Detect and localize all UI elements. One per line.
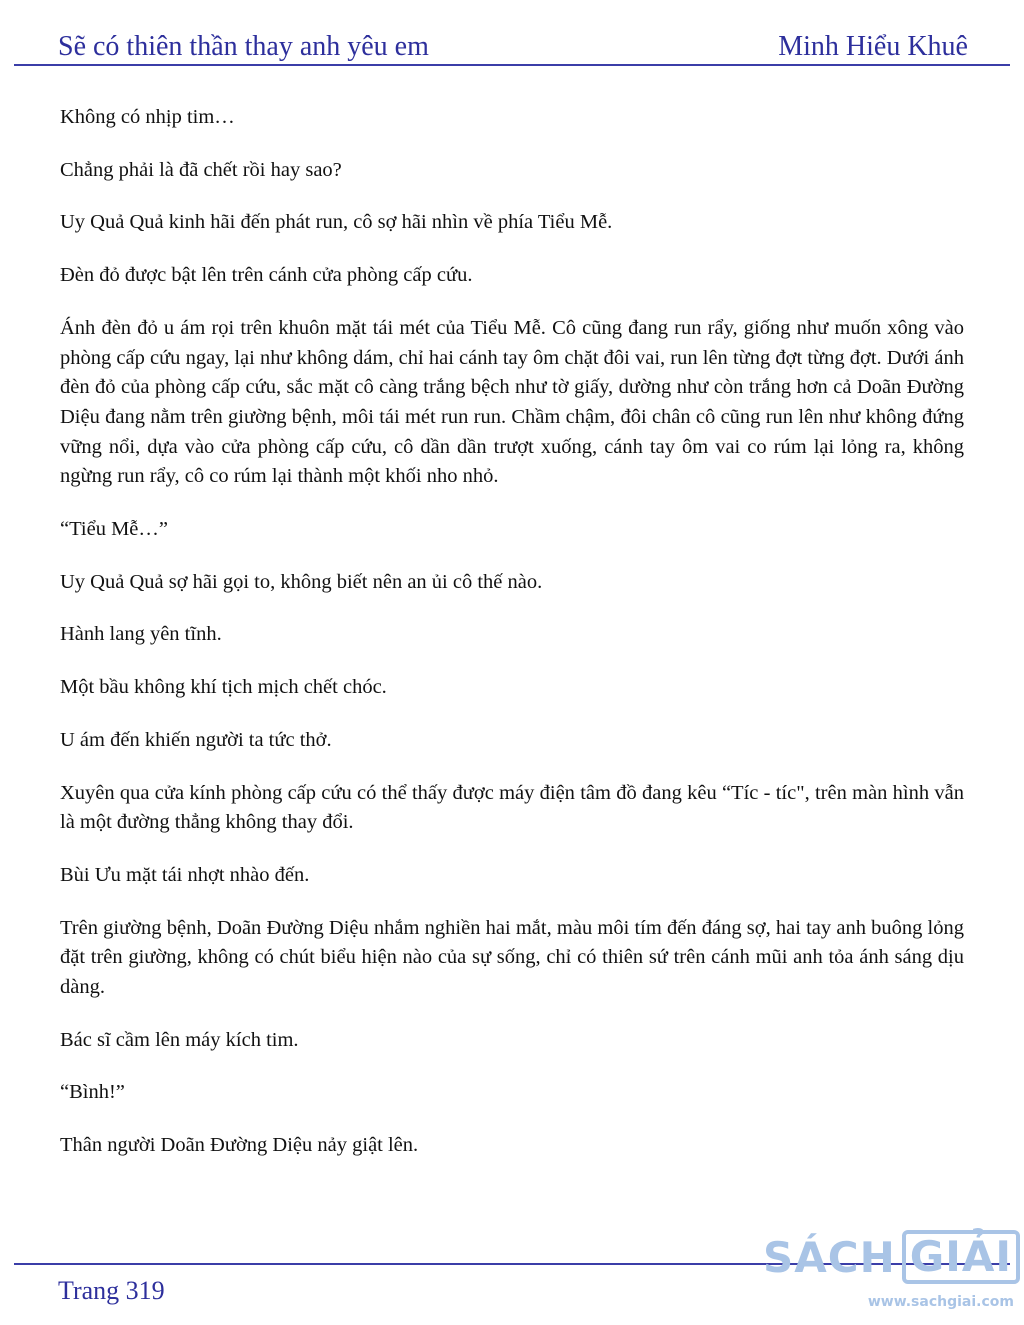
paragraph: Bùi Ưu mặt tái nhợt nhào đến. bbox=[60, 863, 310, 886]
paragraph: Ánh đèn đỏ u ám rọi trên khuôn mặt tái mét của Tiểu Mễ. Cô cũng đang run rẩy, giống như muốn xông vào phòng cấp cứu ngay, lại như không dám, chỉ hai cánh tay ôm chặt đôi vai, run lên từng đợt từng đợt. Dưới ánh đèn đỏ của phòng cấp cứu, sắc mặt cô càng trắng bệch như tờ giấy, dường như còn trắng hơn cả Doãn Đường Diệu đang nằm trên giường bệnh, môi tái mét run run. Chầm chậm, đôi chân cô cũng run lên như không đứng vững nổi, dựa vào cửa phòng cấp cứu, cô dần dần trượt xuống, cánh tay ôm vai co rúm lại lỏng ra, không ngừng run rẩy, cô co rúm lại thành một khối nho nhỏ. bbox=[60, 316, 964, 488]
page-body bbox=[60, 103, 964, 1184]
paragraph: Xuyên qua cửa kính phòng cấp cứu có thể thấy được máy điện tâm đồ đang kêu “Tíc - tíc", trên màn hình vẫn là một đường thẳng không thay đổi. bbox=[60, 781, 964, 834]
paragraph: Bác sĩ cầm lên máy kích tim. bbox=[60, 1028, 299, 1051]
paragraph: “Tiểu Mễ…” bbox=[60, 518, 168, 541]
paragraph: Hành lang yên tĩnh. bbox=[60, 623, 222, 646]
watermark-logo bbox=[763, 1222, 1020, 1322]
watermark-text-right: GIẢI bbox=[902, 1230, 1020, 1284]
page-number: Trang 319 bbox=[58, 1276, 165, 1305]
paragraph: Một bầu không khí tịch mịch chết chóc. bbox=[60, 676, 387, 699]
header-divider bbox=[14, 64, 1010, 66]
paragraph: Trên giường bệnh, Doãn Đường Diệu nhắm nghiền hai mắt, màu môi tím đến đáng sợ, hai tay anh buông lỏng đặt trên giường, không có chút biểu hiện nào của sự sống, chỉ có thiên sứ trên cánh mũi anh tỏa ánh sáng dịu dàng. bbox=[60, 916, 964, 999]
watermark-text-left: SÁCH bbox=[763, 1232, 896, 1282]
paragraph: Chẳng phải là đã chết rồi hay sao? bbox=[60, 158, 342, 181]
page-header bbox=[58, 24, 968, 64]
paragraph: Uy Quả Quả sợ hãi gọi to, không biết nên an ủi cô thế nào. bbox=[60, 570, 543, 593]
paragraph: Không có nhịp tim… bbox=[60, 106, 235, 128]
book-title: Sẽ có thiên thần thay anh yêu em bbox=[58, 31, 429, 62]
watermark-url: www.sachgiai.com bbox=[867, 1294, 1014, 1310]
watermark-wordmark bbox=[763, 1230, 1020, 1284]
paragraph: Uy Quả Quả kinh hãi đến phát run, cô sợ hãi nhìn về phía Tiểu Mễ. bbox=[60, 211, 613, 234]
author-name: Minh Hiểu Khuê bbox=[778, 31, 968, 62]
paragraph: Đèn đỏ được bật lên trên cánh cửa phòng cấp cứu. bbox=[60, 264, 473, 287]
paragraph: U ám đến khiến người ta tức thở. bbox=[60, 728, 332, 751]
paragraph: “Bình!” bbox=[60, 1081, 125, 1104]
paragraph: Thân người Doãn Đường Diệu nảy giật lên. bbox=[60, 1134, 419, 1157]
